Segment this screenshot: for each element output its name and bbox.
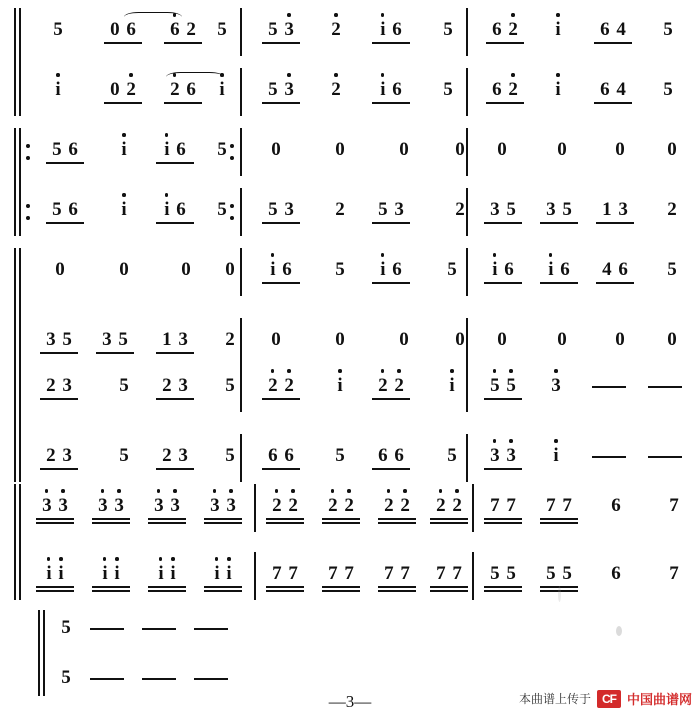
beam — [594, 42, 632, 44]
barline — [472, 552, 474, 600]
note-cell: 5 5 — [490, 563, 516, 584]
beam — [262, 222, 300, 224]
beam — [204, 522, 242, 524]
note-cell: i — [555, 79, 561, 100]
beam — [262, 398, 300, 400]
barline — [466, 434, 468, 482]
note-cell: 3 5 — [46, 329, 72, 350]
sustain-dash — [592, 386, 626, 388]
note-cell: 5 — [119, 445, 129, 466]
note-cell: 5 3 — [268, 79, 294, 100]
note-cell: 3 5 — [546, 199, 572, 220]
beam — [204, 590, 242, 592]
note-cell: i 6 — [492, 259, 514, 280]
note-cell: 5 — [443, 79, 453, 100]
note-cell: 5 6 — [52, 139, 78, 160]
note-cell: 7 7 — [436, 563, 462, 584]
note-cell: i 6 — [164, 199, 186, 220]
note-cell: 2 2 — [268, 375, 294, 396]
note-cell: i i — [46, 563, 64, 584]
note-cell: i 6 — [270, 259, 292, 280]
note-cell: i 6 — [164, 139, 186, 160]
beam — [156, 352, 194, 354]
sustain-dash — [142, 628, 176, 630]
note-cell: 5 3 — [378, 199, 404, 220]
note-cell: 2 3 — [162, 445, 188, 466]
site-credit — [519, 689, 692, 708]
beam — [156, 468, 194, 470]
note-cell: 2 — [667, 199, 677, 220]
beam — [266, 590, 304, 592]
barline — [240, 188, 242, 236]
beam — [540, 222, 578, 224]
note-cell: 0 — [497, 139, 507, 160]
barline — [466, 8, 468, 56]
beam — [596, 222, 634, 224]
beam — [46, 222, 84, 224]
barline — [254, 484, 256, 532]
cf-logo-icon: CF — [597, 690, 621, 708]
note-cell: 5 — [447, 259, 457, 280]
sustain-dash — [592, 456, 626, 458]
beam — [322, 590, 360, 592]
note-cell: i — [553, 445, 559, 466]
scan-smudge — [558, 586, 561, 602]
note-cell: 4 6 — [602, 259, 628, 280]
beam — [36, 518, 74, 520]
beam — [204, 518, 242, 520]
note-cell: 0 — [667, 139, 677, 160]
note-cell: i i — [158, 563, 176, 584]
note-cell: 0 6 — [110, 19, 136, 40]
beam — [540, 282, 578, 284]
beam — [92, 590, 130, 592]
credit-site-name: 中国曲谱网 — [626, 692, 692, 707]
sustain-dash — [90, 678, 124, 680]
beam — [540, 518, 578, 520]
beam — [148, 586, 186, 588]
beam — [430, 522, 468, 524]
note-cell: 7 — [669, 563, 679, 584]
note-cell: 6 4 — [600, 79, 626, 100]
beam — [36, 590, 74, 592]
note-cell: 5 — [335, 259, 345, 280]
beam — [266, 586, 304, 588]
note-cell: i 6 — [548, 259, 570, 280]
beam — [484, 586, 522, 588]
staff-row-upper — [14, 362, 686, 414]
note-cell: i — [219, 79, 225, 100]
note-cell: 5 — [225, 375, 235, 396]
beam — [484, 282, 522, 284]
note-cell: i — [55, 79, 61, 100]
beam — [36, 586, 74, 588]
staff-row-lower — [14, 432, 686, 484]
note-cell: 0 — [557, 329, 567, 350]
note-cell: i — [121, 199, 127, 220]
beam — [594, 102, 632, 104]
beam — [378, 590, 416, 592]
note-cell: 2 — [225, 329, 235, 350]
beam — [540, 522, 578, 524]
note-cell: 5 — [667, 259, 677, 280]
note-cell: 5 3 — [268, 19, 294, 40]
note-cell: 1 3 — [162, 329, 188, 350]
note-cell: 0 — [497, 329, 507, 350]
sustain-dash — [142, 678, 176, 680]
beam — [372, 42, 410, 44]
note-cell: 0 2 — [110, 79, 136, 100]
barline — [472, 484, 474, 532]
barline — [240, 68, 242, 116]
beam — [430, 518, 468, 520]
note-cell: 7 7 — [272, 563, 298, 584]
note-cell: 5 — [663, 19, 673, 40]
system-1 — [14, 6, 686, 118]
beam — [372, 468, 410, 470]
beam — [156, 222, 194, 224]
beam — [378, 586, 416, 588]
barline — [240, 128, 242, 176]
note-cell: 2 2 — [436, 495, 462, 516]
note-cell: 5 — [447, 445, 457, 466]
beam — [322, 586, 360, 588]
note-cell: 2 3 — [46, 375, 72, 396]
beam — [262, 468, 300, 470]
note-cell: 6 6 — [378, 445, 404, 466]
note-cell: 3 3 — [154, 495, 180, 516]
note-cell: 2 2 — [328, 495, 354, 516]
credit-text: 本曲谱上传于 — [518, 692, 591, 706]
sustain-dash — [648, 386, 682, 388]
note-cell: i — [121, 139, 127, 160]
barline — [254, 552, 256, 600]
beam — [156, 162, 194, 164]
beam — [148, 590, 186, 592]
note-cell: 0 — [271, 139, 281, 160]
beam — [46, 162, 84, 164]
note-cell: 0 — [557, 139, 567, 160]
beam — [92, 586, 130, 588]
beam — [378, 522, 416, 524]
sustain-dash — [194, 628, 228, 630]
note-cell: 6 — [611, 495, 621, 516]
note-cell: 0 — [55, 259, 65, 280]
note-cell: 5 3 — [268, 199, 294, 220]
note-cell: 7 — [669, 495, 679, 516]
note-cell: 5 — [217, 19, 227, 40]
staff-row-lower — [14, 316, 686, 368]
beam — [92, 522, 130, 524]
slur — [124, 12, 182, 22]
beam — [262, 102, 300, 104]
barline — [466, 364, 468, 412]
note-cell: 5 — [217, 139, 227, 160]
note-cell: 5 5 — [490, 375, 516, 396]
staff-row-upper — [14, 608, 686, 648]
note-cell: 6 4 — [600, 19, 626, 40]
beam — [104, 42, 142, 44]
beam — [430, 590, 468, 592]
beam — [484, 590, 522, 592]
note-cell: i 6 — [380, 79, 402, 100]
note-cell: 6 2 — [492, 19, 518, 40]
slur — [166, 72, 224, 82]
page-number: —3— — [328, 692, 372, 711]
beam — [92, 518, 130, 520]
beam — [378, 518, 416, 520]
note-cell: 7 7 — [384, 563, 410, 584]
note-cell: 3 3 — [98, 495, 124, 516]
note-cell: i i — [214, 563, 232, 584]
note-cell: 5 — [53, 19, 63, 40]
sustain-dash — [648, 456, 682, 458]
beam — [96, 352, 134, 354]
beam — [104, 102, 142, 104]
beam — [164, 42, 202, 44]
note-cell: 0 — [615, 139, 625, 160]
note-cell: 2 — [331, 19, 341, 40]
beam — [372, 398, 410, 400]
note-cell: 3 3 — [42, 495, 68, 516]
beam — [484, 222, 522, 224]
staff-row-upper — [14, 246, 686, 298]
note-cell: i — [337, 375, 343, 396]
note-cell: 7 7 — [546, 495, 572, 516]
staff-row-lower — [14, 186, 686, 238]
note-cell: i i — [102, 563, 120, 584]
note-cell: 5 — [663, 79, 673, 100]
note-cell: 6 6 — [268, 445, 294, 466]
note-cell: 2 3 — [46, 445, 72, 466]
note-cell: 0 — [181, 259, 191, 280]
beam — [486, 102, 524, 104]
beam — [148, 518, 186, 520]
beam — [40, 352, 78, 354]
repeat-start-dots — [26, 144, 32, 160]
barline — [466, 248, 468, 296]
beam — [322, 518, 360, 520]
note-cell: 2 — [455, 199, 465, 220]
note-cell: 6 — [611, 563, 621, 584]
staff-row-upper — [14, 126, 686, 178]
note-cell: 2 — [331, 79, 341, 100]
beam — [36, 522, 74, 524]
note-cell: 5 6 — [52, 199, 78, 220]
system-6 — [14, 608, 686, 698]
beam — [372, 102, 410, 104]
staff-row-upper — [14, 6, 686, 58]
note-cell: 0 — [399, 329, 409, 350]
note-cell: 0 — [119, 259, 129, 280]
beam — [262, 42, 300, 44]
note-cell: 5 — [335, 445, 345, 466]
note-cell: 6 2 — [492, 79, 518, 100]
note-cell: 0 — [615, 329, 625, 350]
note-cell: 0 — [667, 329, 677, 350]
scan-smudge — [616, 626, 622, 636]
staff-row-lower — [14, 550, 686, 602]
note-cell: 5 — [61, 667, 71, 688]
staff-row-lower — [14, 66, 686, 118]
beam — [372, 282, 410, 284]
note-cell: 5 — [443, 19, 453, 40]
barline — [240, 8, 242, 56]
note-cell: 2 2 — [378, 375, 404, 396]
beam — [484, 522, 522, 524]
beam — [40, 468, 78, 470]
note-cell: 2 2 — [384, 495, 410, 516]
beam — [430, 586, 468, 588]
beam — [596, 282, 634, 284]
note-cell: i — [449, 375, 455, 396]
note-cell: 7 7 — [490, 495, 516, 516]
note-cell: 2 2 — [272, 495, 298, 516]
system-3 — [14, 246, 686, 368]
note-cell: 5 — [119, 375, 129, 396]
beam — [486, 42, 524, 44]
beam — [40, 398, 78, 400]
repeat-start-dots — [26, 204, 32, 220]
note-cell: 3 3 — [210, 495, 236, 516]
note-cell: i — [555, 19, 561, 40]
note-cell: 0 — [335, 329, 345, 350]
beam — [156, 398, 194, 400]
beam — [266, 518, 304, 520]
note-cell: i 6 — [380, 19, 402, 40]
note-cell: 3 — [551, 375, 561, 396]
beam — [148, 522, 186, 524]
note-cell: 5 5 — [546, 563, 572, 584]
system-5 — [14, 482, 686, 602]
note-cell: 0 — [399, 139, 409, 160]
sustain-dash — [194, 678, 228, 680]
beam — [372, 222, 410, 224]
beam — [484, 518, 522, 520]
system-2 — [14, 126, 686, 238]
beam — [322, 522, 360, 524]
note-cell: i 6 — [380, 259, 402, 280]
note-cell: 2 6 — [170, 79, 196, 100]
note-cell: 3 5 — [102, 329, 128, 350]
beam — [484, 398, 522, 400]
note-cell: 0 — [455, 139, 465, 160]
system-4 — [14, 362, 686, 484]
note-cell: 2 3 — [162, 375, 188, 396]
note-cell: 6 2 — [170, 19, 196, 40]
barline — [466, 68, 468, 116]
note-cell: 3 3 — [490, 445, 516, 466]
note-cell: 0 — [271, 329, 281, 350]
staff-row-upper — [14, 482, 686, 534]
note-cell: 1 3 — [602, 199, 628, 220]
note-cell: 2 — [335, 199, 345, 220]
beam — [484, 468, 522, 470]
beam — [266, 522, 304, 524]
note-cell: 0 — [455, 329, 465, 350]
beam — [262, 282, 300, 284]
note-cell: 5 — [61, 617, 71, 638]
note-cell: 0 — [225, 259, 235, 280]
note-cell: 3 5 — [490, 199, 516, 220]
note-cell: 7 7 — [328, 563, 354, 584]
beam — [164, 102, 202, 104]
beam — [204, 586, 242, 588]
sustain-dash — [90, 628, 124, 630]
note-cell: 5 — [217, 199, 227, 220]
note-cell: 5 — [225, 445, 235, 466]
note-cell: 0 — [335, 139, 345, 160]
